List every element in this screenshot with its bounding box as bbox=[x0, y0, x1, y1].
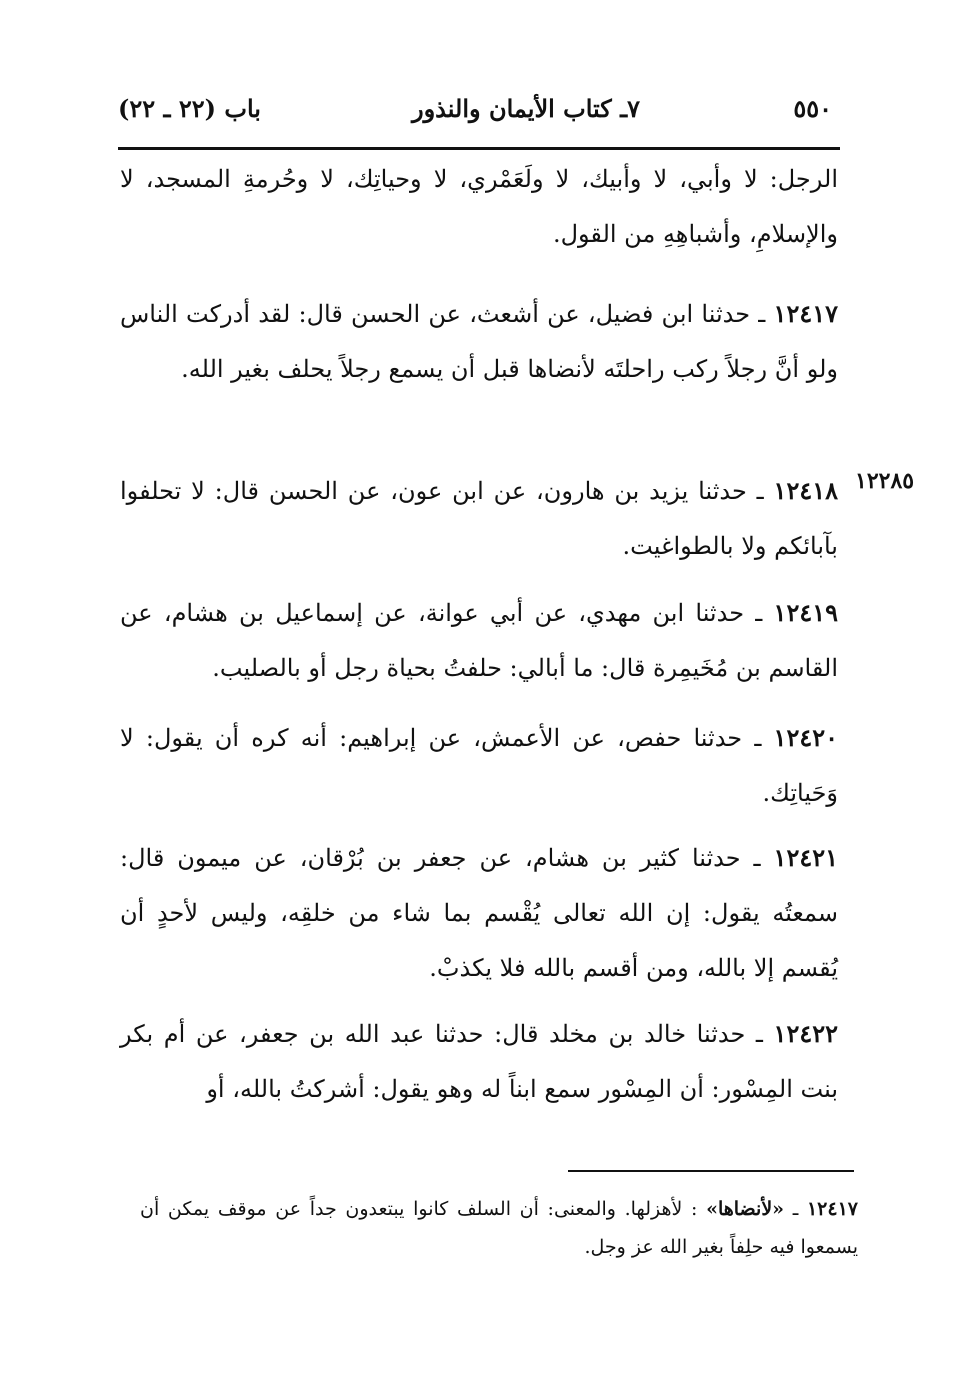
hadith-number: ١٢٤٢٠ bbox=[773, 723, 838, 752]
hadith-number: ١٢٤١٩ bbox=[773, 598, 838, 627]
footnote-number: ١٢٤١٧ bbox=[806, 1198, 858, 1220]
footnote-dash: ـ bbox=[784, 1198, 799, 1220]
hadith-paragraph bbox=[120, 463, 838, 574]
paragraph-continuation bbox=[120, 152, 838, 262]
paragraph-text: الرجل: لا وأبي، لا وأبيك، لا ولَعَمْري، لا وحياتِك، لا وحُرمةِ المسجد، لا والإسلامِ، وأشباهِهِ من القول. bbox=[120, 165, 838, 248]
hadith-paragraph bbox=[120, 1006, 838, 1117]
paragraph-text: ـ حدثنا كثير بن هشام، عن جعفر بن بُرْقان، عن ميمون قال: سمعتُه يقول: إن الله تعالى يُقْسم بما شاء من خلقِه، وليس لأحدٍ أن يُقسم إلا بالله، ومن أقسم بالله فلا يكذبْ. bbox=[120, 844, 838, 982]
hadith-paragraph bbox=[120, 710, 838, 821]
book-title: ٧ـ كتاب الأيمان والنذور bbox=[412, 94, 640, 123]
page-number: ٥٥٠ bbox=[793, 94, 832, 123]
page-header bbox=[118, 94, 840, 134]
paragraph-text: ـ حدثنا ابن فضيل، عن أشعث، عن الحسن قال: لقد أدركت الناس ولو أنَّ رجلاً ركب راحلتَه لأنضاها قبل أن يسمع رجلاً يحلف بغير الله. bbox=[120, 300, 838, 383]
footnote-text: : لأهزلها. والمعنى: أن السلف كانوا يبتعدون جداً عن موقف يمكن أن يسمعوا فيه حلِفاً بغير الله عز وجل. bbox=[140, 1198, 858, 1258]
paragraph-text: ـ حدثنا حفص، عن الأعمش، عن إبراهيم: أنه كره أن يقول: لا وَحَياتِك. bbox=[120, 724, 838, 807]
footnote-keyword: «لأنضاها» bbox=[706, 1198, 785, 1220]
hadith-paragraph bbox=[120, 286, 838, 397]
margin-reference-number: ١٢٢٨٥ bbox=[855, 468, 915, 494]
chapter-range: باب (٢٢ ـ ٢٢) bbox=[118, 94, 261, 123]
header-divider bbox=[118, 147, 840, 150]
hadith-paragraph bbox=[120, 585, 838, 696]
footnote-divider bbox=[568, 1170, 854, 1172]
hadith-number: ١٢٤١٧ bbox=[773, 299, 838, 328]
hadith-number: ١٢٤٢١ bbox=[773, 843, 838, 872]
hadith-number: ١٢٤١٨ bbox=[773, 476, 838, 505]
paragraph-text: ـ حدثنا خالد بن مخلد قال: حدثنا عبد الله بن جعفر، عن أم بكر بنت المِسْور: أن المِسْور سمع ابناً له وهو يقول: أشركتُ بالله، أو bbox=[120, 1020, 838, 1103]
hadith-paragraph bbox=[120, 830, 838, 996]
hadith-number: ١٢٤٢٢ bbox=[773, 1019, 838, 1048]
paragraph-text: ـ حدثنا يزيد بن هارون، عن ابن عون، عن الحسن قال: لا تحلفوا بآبائكم ولا بالطواغيت. bbox=[120, 477, 838, 560]
footnote bbox=[140, 1190, 858, 1266]
paragraph-text: ـ حدثنا ابن مهدي، عن أبي عوانة، عن إسماعيل بن هشام، عن القاسم بن مُخَيمِرة قال: ما أبالي: حلفتُ بحياة رجل أو بالصليب. bbox=[120, 599, 838, 682]
